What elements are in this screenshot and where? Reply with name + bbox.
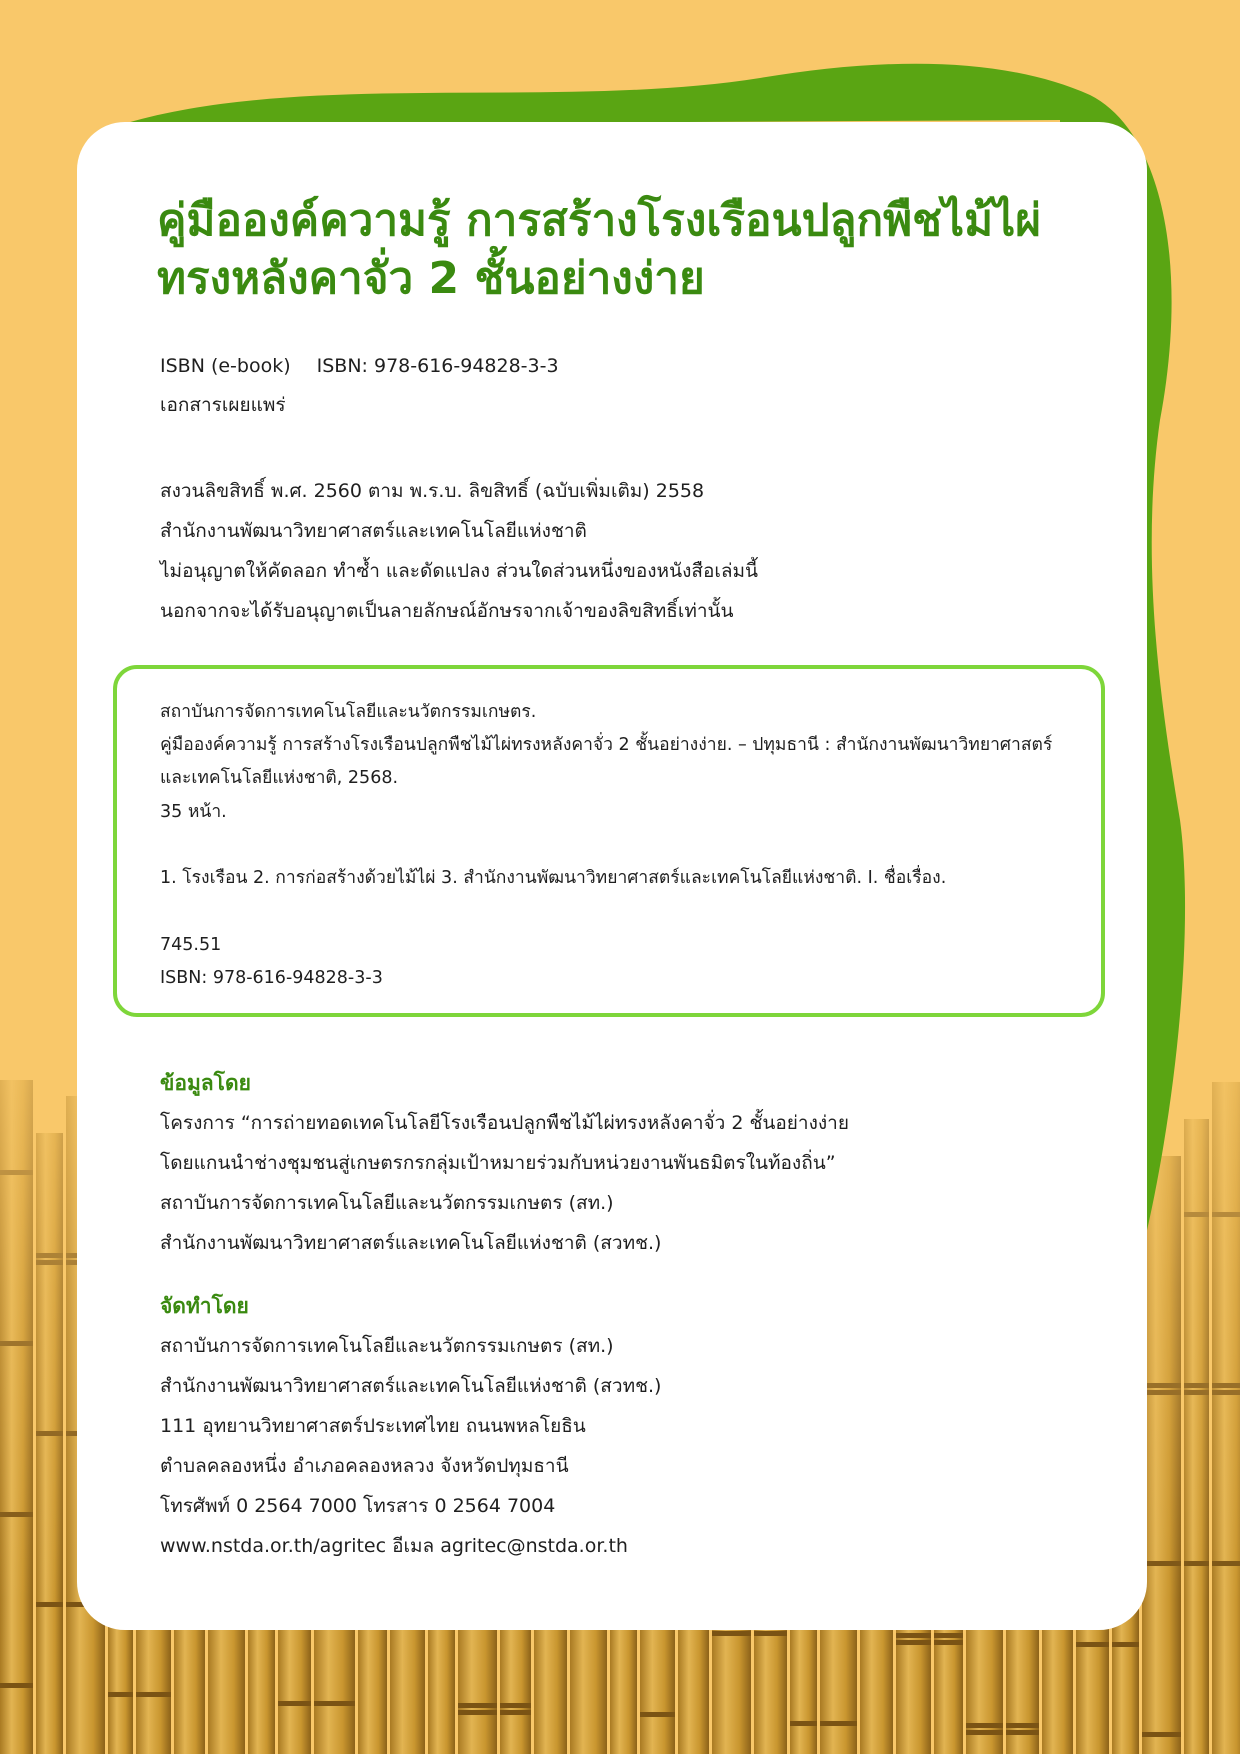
bamboo-node [640,1712,675,1717]
bamboo-node [1112,1642,1139,1647]
producer-info [160,1326,661,1566]
cataloging-pages: 35 หน้า. [160,802,227,822]
copyright-line: นอกจากจะได้รับอนุญาตเป็นลายลักษณ์อักษรจากเจ้าของลิขสิทธิ์เท่านั้น [160,600,734,622]
bamboo-node [0,1683,33,1688]
source-line: สถาบันการจัดการเทคโนโลยีและนวัตกรรมเกษตร (สท.) [160,1192,614,1214]
document-type: เอกสารเผยแพร่ [160,394,286,416]
bamboo-node [966,1730,1003,1735]
document-title [157,192,1097,308]
copyright-line: สงวนลิขสิทธิ์ พ.ศ. 2560 ตาม พ.ร.บ. ลิขสิทธิ์ (ฉบับเพิ่มเติม) 2558 [160,480,705,502]
bamboo-node [966,1723,1003,1728]
bamboo-node [820,1721,857,1726]
isbn-label: ISBN (e-book) [160,355,291,377]
cataloging-subjects: 1. โรงเรือน 2. การก่อสร้างด้วยไม้ไผ่ 3. สำนักงานพัฒนาวิทยาศาสตร์และเทคโนโลยีแห่งชาติ. I. ชื่อเรื่อง. [160,868,947,888]
title-line: คู่มือองค์ความรู้ การสร้างโรงเรือนปลูกพืชไม้ไผ่ [157,195,1042,246]
bamboo-node [896,1640,931,1645]
copyright-line: ไม่อนุญาตให้คัดลอก ทำซ้ำ และดัดแปลง ส่วนใดส่วนหนึ่งของหนังสือเล่มนี้ [160,560,758,582]
bamboo-node [1076,1642,1109,1647]
cataloging-isbn: ISBN: 978-616-94828-3-3 [160,968,383,988]
cataloging-class-number: 745.51 [160,935,222,955]
copyright-notice [160,471,758,631]
bamboo-node [500,1703,531,1708]
bamboo-node [314,1701,355,1706]
producer-line: โทรศัพท์ 0 2564 7000 โทรสาร 0 2564 7004 [160,1495,556,1517]
producer-line: 111 อุทยานวิทยาศาสตร์ประเทศไทย ถนนพหลโยธิน [160,1415,586,1437]
bamboo-node [754,1631,787,1636]
cataloging-entry: คู่มือองค์ความรู้ การสร้างโรงเรือนปลูกพืชไม้ไผ่ทรงหลังคาจั่ว 2 ชั้นอย่างง่าย. – ปทุมธานี : สำนักงานพัฒนาวิทยาศาสตร์ [160,735,1053,755]
bamboo-node [1006,1723,1039,1728]
bamboo-node [500,1710,531,1715]
isbn-row [160,354,559,378]
producer-heading: จัดทำโดย [160,1294,249,1318]
bamboo-node [108,1692,133,1697]
bamboo-node [790,1721,817,1726]
producer-line: www.nstda.or.th/agritec อีเมล agritec@nstda.or.th [160,1535,628,1557]
cataloging-author: สถาบันการจัดการเทคโนโลยีและนวัตกรรมเกษตร. [160,702,537,722]
source-heading: ข้อมูลโดย [160,1071,251,1095]
source-line: โครงการ “การถ่ายทอดเทคโนโลยีโรงเรือนปลูกพืชไม้ไผ่ทรงหลังคาจั่ว 2 ชั้นอย่างง่าย [160,1112,849,1134]
bamboo-node [934,1633,963,1638]
bamboo-node [278,1701,311,1706]
bamboo-node [458,1710,497,1715]
source-line: โดยแกนนำช่างชุมชนสู่เกษตรกรกลุ่มเป้าหมายร่วมกับหน่วยงานพันธมิตรในท้องถิ่น” [160,1152,836,1174]
cataloging-entry: และเทคโนโลยีแห่งชาติ, 2568. [160,768,399,788]
bamboo-node [136,1692,171,1697]
bamboo-node [934,1640,963,1645]
isbn-value: ISBN: 978-616-94828-3-3 [316,355,559,377]
bamboo-node [458,1703,497,1708]
title-line: ทรงหลังคาจั่ว 2 ชั้นอย่างง่าย [157,253,705,304]
producer-line: สำนักงานพัฒนาวิทยาศาสตร์และเทคโนโลยีแห่งชาติ (สวทช.) [160,1375,662,1397]
producer-line: ตำบลคลองหนึ่ง อำเภอคลองหลวง จังหวัดปทุมธานี [160,1455,569,1477]
bamboo-node [36,1602,63,1607]
source-info [160,1103,849,1263]
bamboo-node [712,1631,751,1636]
producer-line: สถาบันการจัดการเทคโนโลยีและนวัตกรรมเกษตร (สท.) [160,1335,614,1357]
source-line: สำนักงานพัฒนาวิทยาศาสตร์และเทคโนโลยีแห่งชาติ (สวทช.) [160,1232,662,1254]
copyright-line: สำนักงานพัฒนาวิทยาศาสตร์และเทคโนโลยีแห่งชาติ [160,520,587,542]
bamboo-node [896,1633,931,1638]
bamboo-node [1142,1732,1181,1737]
bamboo-node [1006,1730,1039,1735]
